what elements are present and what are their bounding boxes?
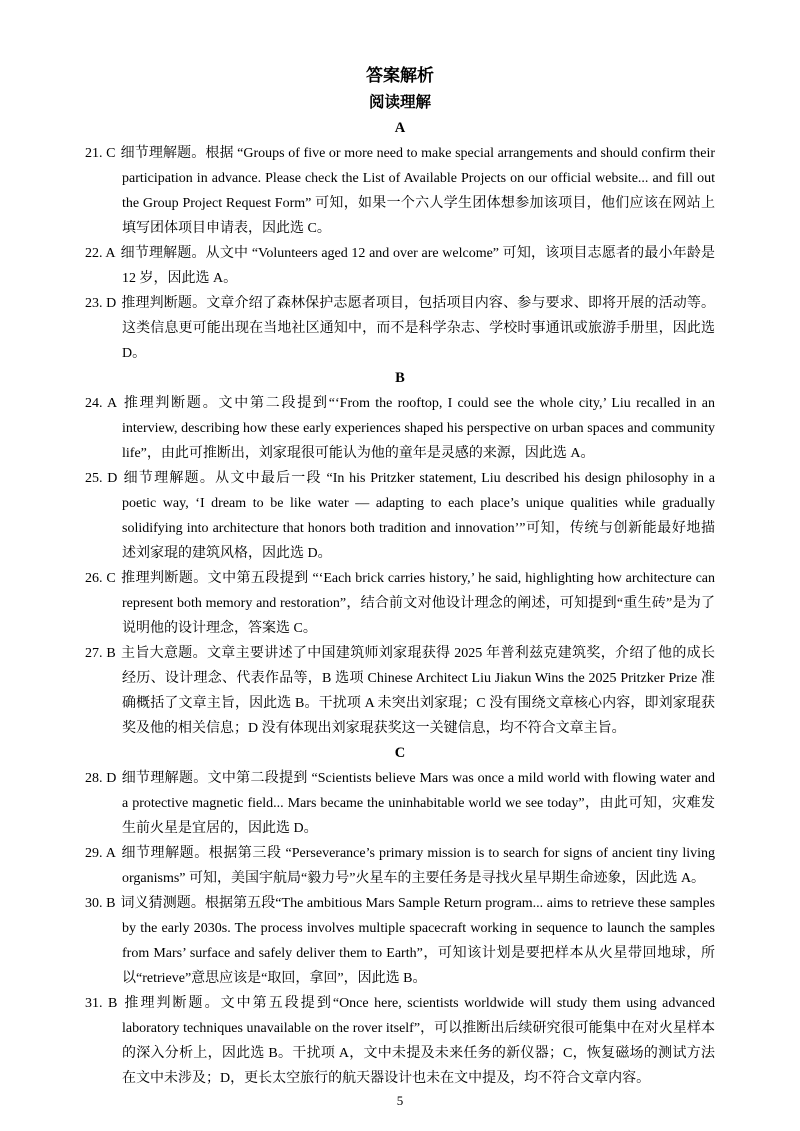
answer-item [85, 641, 715, 741]
item-explanation-text: 细节理解题。文中第二段提到 “Scientists believe Mars was once a mild world with flowing water and a protective magnetic field... Mars became the uninhabitable world we see today”，由此可知，灾难发生前火星是宜居的，因此选 D。 [121, 771, 715, 836]
answer-item [85, 841, 715, 891]
item-explanation-text: 词义猜测题。根据第五段“The ambitious Mars Sample Return program... aims to retrieve these samples by the early 2030s. The process involves multiple spacecraft working in sequence to launch the samples from Mars’ surface and safely deliver them to Earth”，可知该计划是要把样本从火星带回地球，所以“retrieve”意思应该是“取回，拿回”，因此选 B。 [120, 896, 715, 986]
section-label: C [394, 745, 406, 761]
item-number-answer: 31. B [85, 996, 118, 1011]
item-number-answer: 21. C [85, 146, 116, 161]
answer-item [85, 141, 715, 241]
item-number-answer: 25. D [85, 471, 118, 486]
item-number-answer: 24. A [85, 396, 118, 411]
item-explanation-text: 细节理解题。从文中最后一段 “In his Pritzker statement, Liu described his design philosophy in a poetic way, ‘I dream to be like water — adapting to each place’s unique qualities while gradually solidifying into architecture that honors both tradition and innovation’”可知，传统与创新能最好地描述刘家琨的建筑风格，因此选 D。 [122, 471, 715, 561]
item-explanation-text: 推理判断题。文中第五段提到“Once here, scientists worldwide will study them using advanced laboratory techniques unavailable on the rover itself”，可以推断出后续研究很可能集中在对火星样本的深入分析上，因此选 B。干扰项 A，文中未提及未来任务的新仪器；C，恢复磁场的测试方法在文中未涉及；D，更长太空旅行的航天器设计也未在文中提及，均不符合文章内容。 [122, 996, 715, 1086]
page-title: 答案解析 [366, 66, 434, 85]
answer-item [85, 466, 715, 566]
answer-item [85, 291, 715, 366]
item-number-answer: 23. D [85, 296, 117, 311]
answer-item [85, 891, 715, 991]
item-explanation-text: 推理判断题。文中第二段提到“‘From the rooftop, I could see the whole city,’ Liu recalled in an interview, describing how these early experiences shaped his perspective on urban spaces and community life”，由此可推断出，刘家琨很可能认为他的童年是灵感的来源，因此选 A。 [122, 396, 715, 461]
answer-item [85, 241, 715, 291]
answer-explanations [85, 116, 715, 1091]
item-explanation-text: 推理判断题。文章介绍了森林保护志愿者项目，包括项目内容、参与要求、即将开展的活动等。这类信息更可能出现在当地社区通知中，而不是科学杂志、学校时事通讯或旅游手册里，因此选 D。 [121, 296, 715, 361]
answer-item [85, 766, 715, 841]
item-explanation-text: 主旨大意题。文章主要讲述了中国建筑师刘家琨获得 2025 年普利兹克建筑奖，介绍了他的成长经历、设计理念、代表作品等，B 选项 Chinese Architect Liu Jiakun Wins the 2025 Pritzker Prize 准确概括了文章主旨，因此选 B。干扰项 A 未突出刘家琨；C 没有围绕文章核心内容，即刘家琨获奖及他的相关信息；D 没有体现出刘家琨获奖这一关键信息，均不符合文章主旨。 [120, 646, 716, 736]
item-explanation-text: 细节理解题。根据第三段 “Perseverance’s primary mission is to search for signs of ancient tiny living organisms” 可知，美国宇航局“毅力号”火星车的主要任务是寻找火星早期生命迹象，因此选 A。 [120, 846, 715, 886]
item-number-answer: 27. B [85, 646, 116, 661]
item-number-answer: 22. A [85, 246, 116, 261]
item-number-answer: 28. D [85, 771, 117, 786]
item-explanation-text: 推理判断题。文中第五段提到 “‘Each brick carries history,’ he said, highlighting how architecture can represent both memory and restoration”，结合前文对他设计理念的阐述，可知提到“重生砖”是为了说明他的设计理念，答案选 C。 [120, 571, 716, 636]
section-label: A [394, 120, 406, 136]
item-explanation-text: 细节理解题。根据 “Groups of five or more need to make special arrangements and should confirm their participation in advance. Please check the List of Available Projects on our official website... and fill out the Group Project Request Form” 可知，如果一个六人学生团体想参加该项目，他们应该在网站上填写团体项目申请表，因此选 C。 [120, 146, 715, 236]
item-explanation-text: 细节理解题。从文中 “Volunteers aged 12 and over are welcome” 可知，该项目志愿者的最小年龄是 12 岁，因此选 A。 [120, 246, 715, 286]
reading-comprehension-heading: 阅读理解 [368, 94, 431, 111]
answer-item [85, 566, 715, 641]
section-label: B [395, 370, 405, 386]
item-number-answer: 30. B [85, 896, 116, 911]
item-number-answer: 26. C [85, 571, 116, 586]
item-number-answer: 29. A [85, 846, 116, 861]
page-number: 5 [396, 1093, 404, 1108]
answer-item [85, 991, 715, 1091]
answer-item [85, 391, 715, 466]
